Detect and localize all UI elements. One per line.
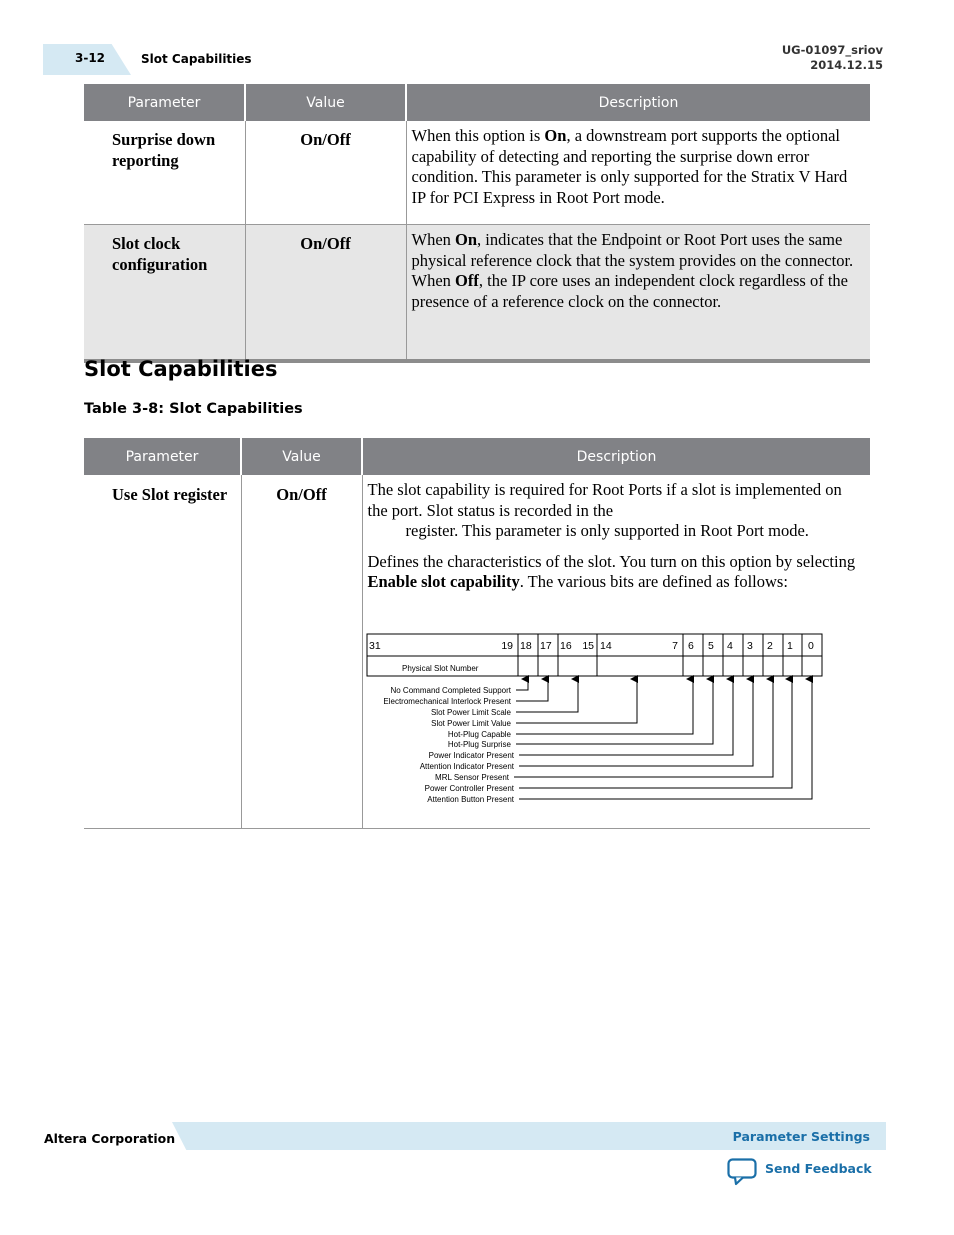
field-name: Power Indicator Present — [428, 751, 514, 760]
description-paragraph — [368, 480, 863, 542]
bold-term: On — [455, 230, 478, 249]
doc-info — [782, 43, 883, 73]
param-value: On/Off — [245, 121, 406, 225]
table-row — [84, 225, 870, 362]
bit-label: 18 — [520, 640, 532, 652]
bit-label: 7 — [672, 640, 678, 652]
header-parameter: Parameter — [84, 438, 241, 475]
parameters-table-continued — [84, 84, 870, 363]
running-header-title: Slot Capabilities — [141, 52, 252, 66]
speech-bubble-icon — [727, 1158, 757, 1186]
field-leader — [519, 679, 812, 799]
field-name: Power Controller Present — [424, 784, 514, 793]
footer-company: Altera Corporation — [44, 1131, 176, 1146]
description-paragraph: Defines the characteristics of the slot. You turn on this option by selecting Enable slot capability. The various bits are defined as follows: — [367, 551, 856, 591]
field-leader — [516, 679, 693, 734]
field-name: Slot Power Limit Scale — [430, 708, 511, 717]
field-name: Attention Indicator Present — [419, 762, 514, 771]
doc-id: UG-01097_sriov — [781, 43, 883, 57]
param-name: Slot clock configuration — [84, 225, 245, 362]
field-name: Slot Power Limit Value — [431, 719, 511, 728]
param-description: When On, indicates that the Endpoint or Root Port uses the same physical reference clock that the system provides on the connector. When Off, the IP core uses an independent clock regardless of the presence of a reference clock on the connector. — [406, 225, 870, 362]
param-value: On/Off — [245, 225, 406, 362]
param-name: Surprise down reporting — [84, 121, 245, 225]
description-text: register. This parameter is only supported in Root Port mode. — [405, 521, 809, 540]
field-name: Hot-Plug Capable — [447, 730, 511, 739]
bit-label: 17 — [540, 640, 552, 652]
param-value: On/Off — [241, 475, 362, 829]
bold-term: Off — [455, 271, 479, 290]
doc-date: 2014.12.15 — [810, 58, 883, 72]
field-name: Electromechanical Interlock Present — [383, 697, 511, 706]
bit-label: 0 — [808, 640, 814, 652]
field-name: Hot-Plug Surprise — [447, 740, 511, 749]
field-name: No Command Completed Support — [390, 686, 511, 695]
slot-capabilities-register-diagram — [362, 628, 832, 810]
table-caption: Table 3-8: Slot Capabilities — [84, 401, 303, 417]
description-text: The slot capability is required for Root Ports if a slot is implemented on the port. Slot status is recorded in the — [367, 480, 842, 520]
bit-label: 14 — [600, 640, 612, 652]
bit-label: 15 — [582, 640, 594, 652]
bit-label: 19 — [501, 640, 513, 652]
bold-term: On — [544, 126, 567, 145]
bit-grid — [367, 634, 822, 676]
field-name: Attention Button Present — [427, 795, 514, 804]
page-number: 3-12 — [75, 51, 106, 65]
param-name: Use Slot register — [84, 475, 241, 829]
bit-label: 6 — [688, 640, 694, 652]
bit-label: 16 — [560, 640, 572, 652]
bold-term: Enable slot capability — [367, 572, 520, 591]
bit-label: 5 — [708, 640, 714, 652]
header-description: Description — [362, 438, 870, 475]
field-name: MRL Sensor Present — [435, 773, 509, 782]
field-label: Physical Slot Number — [402, 664, 479, 673]
table-header-row — [84, 84, 870, 121]
header-value: Value — [241, 438, 362, 475]
header-description: Description — [406, 84, 870, 121]
field-leader — [516, 679, 528, 690]
chapter-link[interactable]: Parameter Settings — [732, 1129, 870, 1144]
bit-label: 1 — [787, 640, 793, 652]
field-leader — [516, 679, 578, 712]
field-leader — [514, 679, 773, 777]
table-header-row — [84, 438, 870, 475]
section-title: Slot Capabilities — [84, 357, 278, 381]
header-value: Value — [245, 84, 406, 121]
bit-label: 3 — [747, 640, 753, 652]
header-parameter: Parameter — [84, 84, 245, 121]
send-feedback-label: Send Feedback — [765, 1161, 872, 1176]
bit-label: 31 — [369, 640, 381, 652]
table-row — [84, 121, 870, 225]
param-description: When this option is On, a downstream port supports the optional capability of detecting and reporting the surprise down error condition. This parameter is only supported for the Stratix V Hard IP for PCI Express in Root Port mode. — [406, 121, 870, 225]
bit-label: 2 — [767, 640, 773, 652]
field-leaders — [383, 679, 812, 804]
bit-label: 4 — [727, 640, 733, 652]
